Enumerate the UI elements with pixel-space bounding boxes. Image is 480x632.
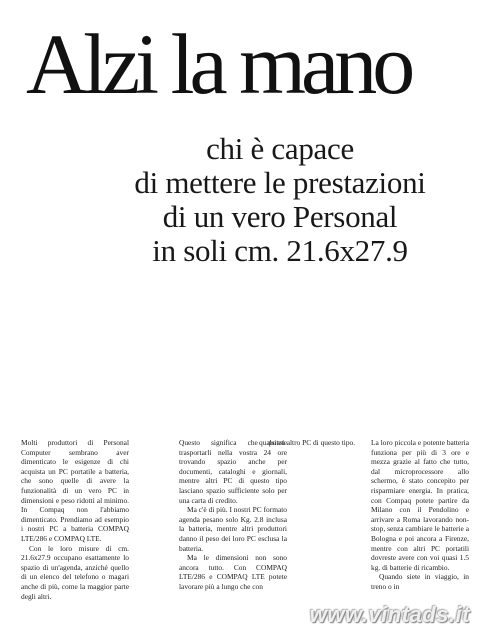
body-paragraph: Molti produttori di Personal Computer sembrano aver dimenticato le esigenze di chi acquista un PC portatile a batteria, che sono quelle di avere la funzionalità di un vero PC in dimensioni e peso ridotti al minimo. In Compaq non l'abbiamo dimenticato. Prendiamo ad esempio i nostri PC a batteria COMPAQ LTE/286 e COMPAQ LTE. [21, 438, 129, 543]
body-column-1 [21, 438, 129, 601]
headline: Alzi la mano [26, 16, 411, 112]
body-paragraph: Con le loro misure di cm. 21.6x27.9 occupano esattamente lo spazio di un'agenda, anziché quello di un elenco del telefono o magari anche di più, come la maggior parte degli altri. [21, 543, 129, 601]
subheadline [90, 132, 470, 268]
body-column-2 [179, 438, 287, 592]
subheadline-line-4: in soli cm. 21.6x27.9 [152, 233, 408, 268]
subheadline-line-1: chi è capace [206, 131, 354, 166]
subheadline-line-3: di un vero Personal [162, 199, 398, 234]
body-paragraph: Ma c'è di più. I nostri PC formato agenda pesano solo Kg. 2.8 inclusa la batteria, mentre altri produttori danno il peso dei loro PC esclusa la batteria. [179, 505, 287, 553]
body-paragraph: La loro piccola e potente batteria funziona per più di 3 ore e mezza grazie al fatto che tutto, dal microprocessore allo schermo, è stato concepito per risparmiare energia. In pratica, con Compaq potete partire da Milano con il Pendolino e arrivare a Roma lavorando non-stop, senza cambiare le batterie a Bologna e poi ancora a Firenze, mentre con altri PC portatili dovreste avere con voi quasi 1.5 kg. di batterie di ricambio. [371, 438, 469, 572]
subheadline-line-2: di mettere le prestazioni [134, 165, 426, 200]
body-paragraph: Ma le dimensioni non sono ancora tutto. Con COMPAQ LTE/286 e COMPAQ LTE potete lavorare più a lungo che con [179, 553, 287, 591]
body-paragraph: Quando siete in viaggio, in treno o in [371, 572, 469, 591]
body-paragraph: qualsiasi altro PC di questo tipo. [259, 438, 356, 447]
body-paragraph: Questo significa che potete trasportarli nella vostra 24 ore trovando spazio anche per documenti, cataloghi e giornali, mentre altri PC di questo tipo lasciano spazio sufficiente solo per una carta di credito. [179, 438, 287, 505]
body-column-4 [371, 438, 469, 592]
body-column-3 [259, 438, 357, 448]
site-watermark: www.vintads.it [309, 602, 470, 627]
